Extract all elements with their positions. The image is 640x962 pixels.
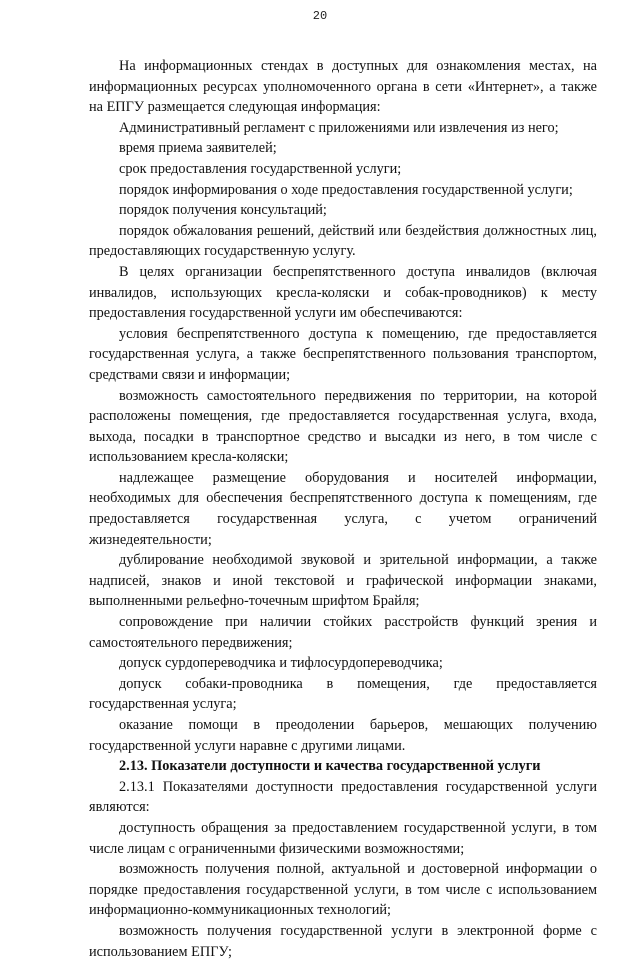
paragraph: дублирование необходимой звуковой и зрительной информации, а также надписей, знаков и иной текстовой и графической информации знаками, выполненными рельефно-точечным шрифтом Брайля; [89,552,597,610]
paragraph: возможность получения государственной услуги в электронной форме с использованием ЕПГУ; [89,922,597,960]
paragraph: сопровождение при наличии стойких расстройств функций зрения и самостоятельного передвижения; [89,614,597,651]
paragraph: допуск собаки-проводника в помещения, где предоставляется государственная услуга; [89,675,597,713]
section-heading: 2.13. Показатели доступности и качества государственной услуги [119,758,541,775]
paragraph: надлежащее размещение оборудования и носителей информации, необходимых для обеспечения беспрепятственного доступа к помещениям, где предоставляется государственная услуга, с учетом ограничений жизнедеятельности; [89,469,597,548]
page-number: 20 [312,9,328,23]
paragraph: порядок информирования о ходе предоставления государственной услуги; [119,181,573,198]
paragraph: 2.13.1 Показателями доступности предоставления государственной услуги являются: [89,778,597,816]
paragraph: доступность обращения за предоставлением государственной услуги, в том числе лицам с ограниченными физическими возможностями; [89,819,597,857]
paragraph: допуск сурдопереводчика и тифлосурдопереводчика; [119,655,443,672]
paragraph: порядок получения консультаций; [119,202,327,219]
paragraph: Административный регламент с приложениями или извлечения из него; [119,119,559,136]
paragraph: возможность получения полной, актуальной и достоверной информации о порядке предоставления государственной услуги, в том числе с использованием информационно-коммуникационных технологий; [89,861,597,919]
paragraph: На информационных стендах в доступных для ознакомления местах, на информационных ресурсах уполномоченного органа в сети «Интернет», а также на ЕПГУ размещается следующая информация: [89,58,597,116]
paragraph: порядок обжалования решений, действий или бездействия должностных лиц, предоставляющих государственную услугу. [89,222,597,260]
paragraph: время приема заявителей; [119,140,277,157]
paragraph: возможность самостоятельного передвижения по территории, на которой расположены помещения, где предоставляется государственная услуга, входа, выхода, посадки в транспортное средство и высадки из него, в том числе с использованием кресла-коляски; [89,387,597,466]
paragraph: В целях организации беспрепятственного доступа инвалидов (включая инвалидов, использующих кресла-коляски и собак-проводников) к месту предоставления государственной услуги им обеспечиваются: [89,263,597,322]
paragraph: оказание помощи в преодолении барьеров, мешающих получению государственной услуги наравне с другими лицами. [89,717,597,754]
document-body [89,56,597,962]
paragraph: условия беспрепятственного доступа к помещению, где предоставляется государственная услуга, а также беспрепятственного пользования транспортом, средствами связи и информации; [89,325,597,383]
paragraph: срок предоставления государственной услуги; [119,160,402,177]
